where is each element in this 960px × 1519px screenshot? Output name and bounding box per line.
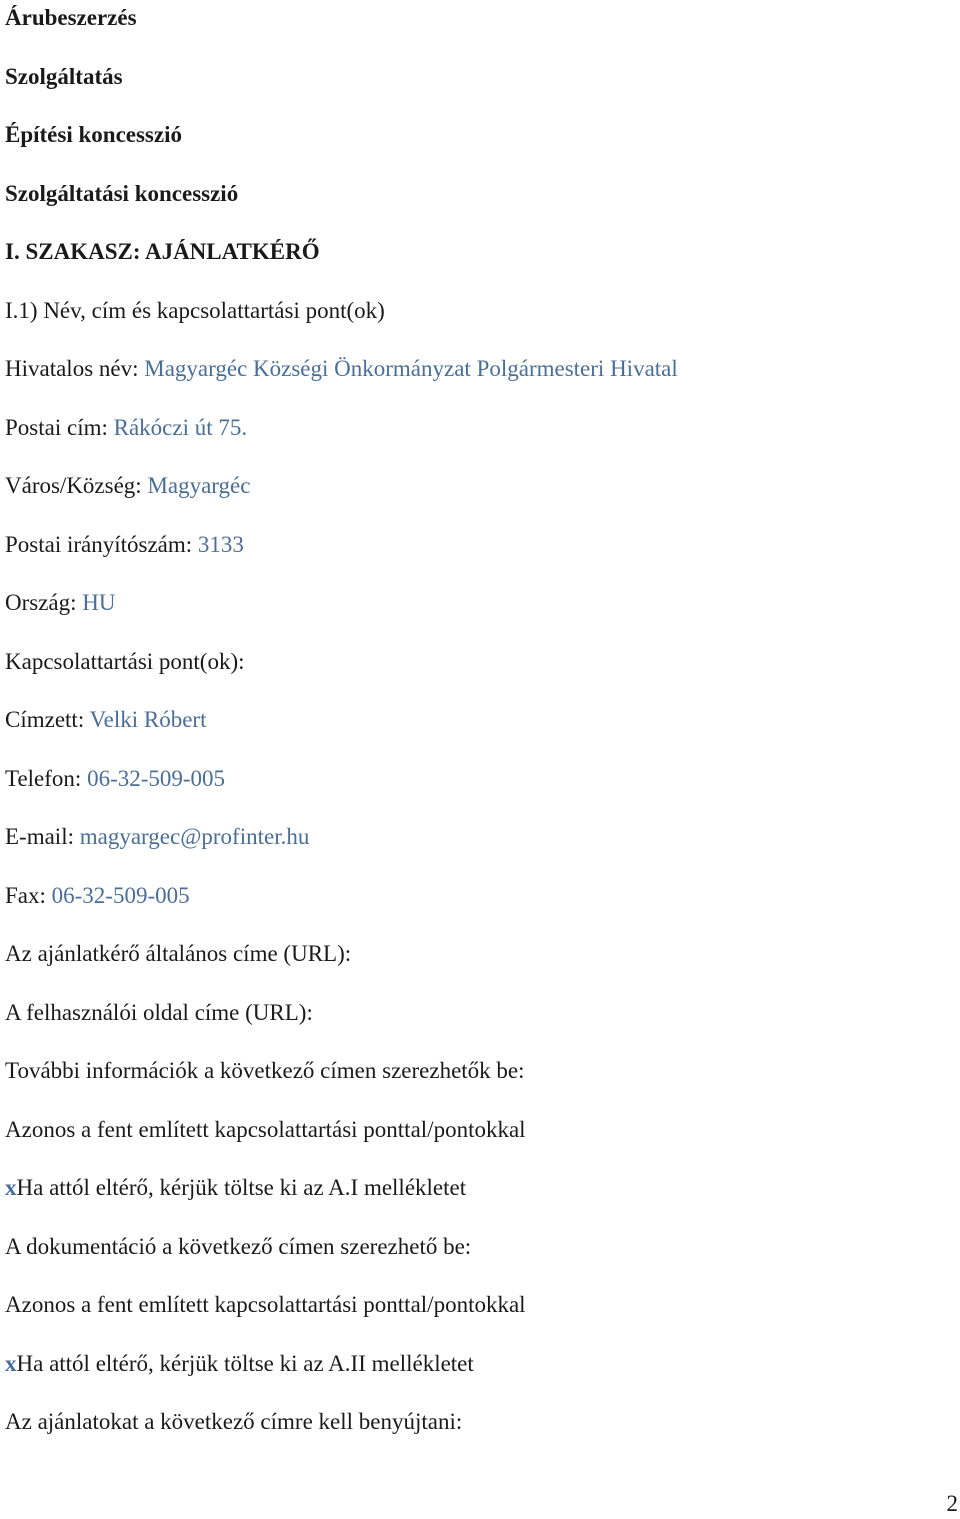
contact-points-label: Kapcsolattartási pont(ok): — [5, 649, 245, 674]
email-label: E-mail: — [5, 824, 74, 849]
further-info-label: További információk a következő címen szerezhetők be: — [5, 1058, 525, 1083]
email-value: magyargec@profinter.hu — [79, 824, 310, 849]
postal-address-value: Rákóczi út 75. — [113, 415, 248, 440]
contract-type-service: Szolgáltatás — [5, 64, 123, 89]
postal-code-label: Postai irányítószám: — [5, 532, 193, 557]
postal-code-row — [5, 530, 244, 560]
town-value: Magyargéc — [147, 473, 251, 498]
attention-value: Velki Róbert — [89, 707, 207, 732]
further-info-same-option: Azonos a fent említett kapcsolattartási ponttal/pontokkal — [5, 1117, 526, 1142]
attention-row — [5, 705, 206, 735]
official-name-value: Magyargéc Községi Önkormányzat Polgármesteri Hivatal — [144, 356, 678, 381]
telephone-label: Telefon: — [5, 766, 82, 791]
email-row — [5, 822, 309, 852]
contract-type-service-concession: Szolgáltatási koncesszió — [5, 181, 239, 206]
documentation-other-option — [5, 1349, 474, 1379]
further-info-other-text: Ha attól eltérő, kérjük töltse ki az A.I mellékletet — [16, 1175, 467, 1200]
town-label: Város/Község: — [5, 473, 142, 498]
fax-row — [5, 881, 190, 911]
checkbox-mark: x — [5, 1175, 17, 1200]
submission-label: Az ajánlatokat a következő címre kell benyújtani: — [5, 1409, 463, 1434]
postal-code-value: 3133 — [197, 532, 244, 557]
official-name-label: Hivatalos név: — [5, 356, 139, 381]
checkbox-mark: x — [5, 1351, 17, 1376]
postal-address-row — [5, 413, 247, 443]
fax-value: 06-32-509-005 — [51, 883, 190, 908]
telephone-value: 06-32-509-005 — [87, 766, 226, 791]
buyer-profile-label: A felhasználói oldal címe (URL): — [5, 1000, 313, 1025]
town-row — [5, 471, 250, 501]
documentation-other-text: Ha attól eltérő, kérjük töltse ki az A.II mellékletet — [16, 1351, 474, 1376]
general-url-label: Az ajánlatkérő általános címe (URL): — [5, 941, 352, 966]
country-value: HU — [82, 590, 116, 615]
contract-type-goods: Árubeszerzés — [5, 5, 137, 30]
country-label: Ország: — [5, 590, 77, 615]
attention-label: Címzett: — [5, 707, 85, 732]
contract-type-works-concession: Építési koncesszió — [5, 122, 182, 147]
documentation-label: A dokumentáció a következő címen szerezhető be: — [5, 1234, 472, 1259]
documentation-same-option: Azonos a fent említett kapcsolattartási ponttal/pontokkal — [5, 1292, 526, 1317]
fax-label: Fax: — [5, 883, 46, 908]
official-name-row — [5, 354, 678, 384]
telephone-row — [5, 764, 225, 794]
country-row — [5, 588, 116, 618]
postal-address-label: Postai cím: — [5, 415, 108, 440]
subsection-title: I.1) Név, cím és kapcsolattartási pont(ok) — [5, 298, 385, 323]
further-info-other-option — [5, 1173, 466, 1203]
section-title: I. SZAKASZ: AJÁNLATKÉRŐ — [5, 239, 320, 264]
page-number: 2 — [946, 1491, 958, 1516]
